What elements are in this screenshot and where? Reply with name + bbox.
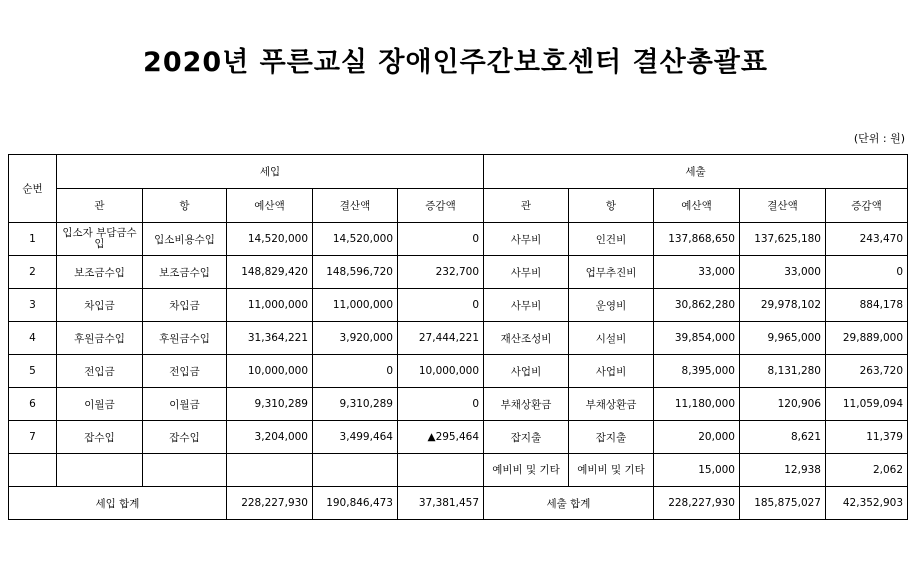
income-total-label: 세입 합계 bbox=[9, 487, 227, 520]
ex-hang: 사업비 bbox=[569, 355, 654, 388]
ex-hang: 업무추진비 bbox=[569, 256, 654, 289]
ex-budget: 33,000 bbox=[654, 256, 740, 289]
in-diff: 10,000,000 bbox=[398, 355, 484, 388]
income-total-diff: 37,381,457 bbox=[398, 487, 484, 520]
in-hang: 차입금 bbox=[143, 289, 227, 322]
in-budget: 31,364,221 bbox=[227, 322, 313, 355]
ex-budget: 20,000 bbox=[654, 421, 740, 454]
ex-budget: 39,854,000 bbox=[654, 322, 740, 355]
in-settle: 0 bbox=[313, 355, 398, 388]
row-no: 3 bbox=[9, 289, 57, 322]
ex-settle: 8,131,280 bbox=[740, 355, 826, 388]
ex-hang: 인건비 bbox=[569, 223, 654, 256]
in-hang: 후원금수입 bbox=[143, 322, 227, 355]
in-settle: 9,310,289 bbox=[313, 388, 398, 421]
in-gwan bbox=[57, 454, 143, 487]
ex-gwan: 사업비 bbox=[484, 355, 569, 388]
ex-hang: 예비비 및 기타 bbox=[569, 454, 654, 487]
header-in-diff: 증감액 bbox=[398, 189, 484, 223]
table-row bbox=[9, 322, 908, 355]
ex-gwan: 사무비 bbox=[484, 223, 569, 256]
ex-gwan: 부채상환금 bbox=[484, 388, 569, 421]
in-hang: 전입금 bbox=[143, 355, 227, 388]
ex-budget: 11,180,000 bbox=[654, 388, 740, 421]
ex-settle: 33,000 bbox=[740, 256, 826, 289]
in-hang: 보조금수입 bbox=[143, 256, 227, 289]
table-row bbox=[9, 355, 908, 388]
ex-diff: 0 bbox=[826, 256, 908, 289]
expense-total-label: 세출 합계 bbox=[484, 487, 654, 520]
in-diff: 232,700 bbox=[398, 256, 484, 289]
in-hang: 입소비용수입 bbox=[143, 223, 227, 256]
expense-total-diff: 42,352,903 bbox=[826, 487, 908, 520]
in-settle bbox=[313, 454, 398, 487]
ex-diff: 2,062 bbox=[826, 454, 908, 487]
in-budget: 3,204,000 bbox=[227, 421, 313, 454]
ex-hang: 시설비 bbox=[569, 322, 654, 355]
ex-diff: 11,059,094 bbox=[826, 388, 908, 421]
table-row bbox=[9, 256, 908, 289]
row-no: 2 bbox=[9, 256, 57, 289]
in-budget bbox=[227, 454, 313, 487]
income-total-settle: 190,846,473 bbox=[313, 487, 398, 520]
table-row bbox=[9, 289, 908, 322]
header-in-gwan: 관 bbox=[57, 189, 143, 223]
ex-diff: 884,178 bbox=[826, 289, 908, 322]
ex-gwan: 재산조성비 bbox=[484, 322, 569, 355]
header-ex-budget: 예산액 bbox=[654, 189, 740, 223]
header-ex-diff: 증감액 bbox=[826, 189, 908, 223]
ex-hang: 잡지출 bbox=[569, 421, 654, 454]
settlement-table bbox=[8, 154, 908, 520]
row-no bbox=[9, 454, 57, 487]
header-income: 세입 bbox=[57, 155, 484, 189]
unit-label: (단위 : 원) bbox=[853, 132, 905, 145]
header-ex-gwan: 관 bbox=[484, 189, 569, 223]
header-ex-hang: 항 bbox=[569, 189, 654, 223]
ex-settle: 120,906 bbox=[740, 388, 826, 421]
in-gwan: 후원금수입 bbox=[57, 322, 143, 355]
ex-diff: 11,379 bbox=[826, 421, 908, 454]
row-no: 7 bbox=[9, 421, 57, 454]
ex-settle: 137,625,180 bbox=[740, 223, 826, 256]
ex-diff: 29,889,000 bbox=[826, 322, 908, 355]
ex-settle: 9,965,000 bbox=[740, 322, 826, 355]
ex-settle: 12,938 bbox=[740, 454, 826, 487]
in-gwan: 차입금 bbox=[57, 289, 143, 322]
header-in-hang: 항 bbox=[143, 189, 227, 223]
in-budget: 10,000,000 bbox=[227, 355, 313, 388]
ex-budget: 30,862,280 bbox=[654, 289, 740, 322]
in-hang: 이월금 bbox=[143, 388, 227, 421]
in-settle: 3,499,464 bbox=[313, 421, 398, 454]
expense-total-budget: 228,227,930 bbox=[654, 487, 740, 520]
in-diff: 27,444,221 bbox=[398, 322, 484, 355]
ex-settle: 29,978,102 bbox=[740, 289, 826, 322]
page-title: 2020년 푸른교실 장애인주간보호센터 결산총괄표 bbox=[143, 47, 768, 78]
table-row bbox=[9, 223, 908, 256]
in-budget: 148,829,420 bbox=[227, 256, 313, 289]
ex-gwan: 잡지출 bbox=[484, 421, 569, 454]
ex-settle: 8,621 bbox=[740, 421, 826, 454]
in-diff: 0 bbox=[398, 289, 484, 322]
ex-gwan: 예비비 및 기타 bbox=[484, 454, 569, 487]
header-in-budget: 예산액 bbox=[227, 189, 313, 223]
in-hang bbox=[143, 454, 227, 487]
in-diff: 0 bbox=[398, 388, 484, 421]
income-total-budget: 228,227,930 bbox=[227, 487, 313, 520]
ex-hang: 운영비 bbox=[569, 289, 654, 322]
row-no: 4 bbox=[9, 322, 57, 355]
header-in-settle: 결산액 bbox=[313, 189, 398, 223]
ex-budget: 137,868,650 bbox=[654, 223, 740, 256]
ex-budget: 8,395,000 bbox=[654, 355, 740, 388]
in-diff: ▲295,464 bbox=[398, 421, 484, 454]
in-gwan: 잡수입 bbox=[57, 421, 143, 454]
in-settle: 14,520,000 bbox=[313, 223, 398, 256]
in-settle: 3,920,000 bbox=[313, 322, 398, 355]
header-row-group bbox=[9, 155, 908, 189]
ex-diff: 243,470 bbox=[826, 223, 908, 256]
row-no: 6 bbox=[9, 388, 57, 421]
in-gwan: 이월금 bbox=[57, 388, 143, 421]
ex-budget: 15,000 bbox=[654, 454, 740, 487]
in-gwan: 보조금수입 bbox=[57, 256, 143, 289]
in-diff: 0 bbox=[398, 223, 484, 256]
ex-diff: 263,720 bbox=[826, 355, 908, 388]
in-gwan: 입소자 부담금수입 bbox=[57, 223, 143, 256]
totals-row bbox=[9, 487, 908, 520]
row-no: 5 bbox=[9, 355, 57, 388]
in-hang: 잡수입 bbox=[143, 421, 227, 454]
expense-total-settle: 185,875,027 bbox=[740, 487, 826, 520]
ex-gwan: 사무비 bbox=[484, 256, 569, 289]
ex-gwan: 사무비 bbox=[484, 289, 569, 322]
header-row-columns bbox=[9, 189, 908, 223]
in-budget: 14,520,000 bbox=[227, 223, 313, 256]
header-expense: 세출 bbox=[484, 155, 908, 189]
in-diff bbox=[398, 454, 484, 487]
in-settle: 148,596,720 bbox=[313, 256, 398, 289]
in-gwan: 전입금 bbox=[57, 355, 143, 388]
in-budget: 11,000,000 bbox=[227, 289, 313, 322]
table-row bbox=[9, 454, 908, 487]
ex-hang: 부채상환금 bbox=[569, 388, 654, 421]
in-settle: 11,000,000 bbox=[313, 289, 398, 322]
header-ex-settle: 결산액 bbox=[740, 189, 826, 223]
in-budget: 9,310,289 bbox=[227, 388, 313, 421]
header-seq: 순번 bbox=[9, 155, 57, 223]
table-row bbox=[9, 421, 908, 454]
table-row bbox=[9, 388, 908, 421]
row-no: 1 bbox=[9, 223, 57, 256]
